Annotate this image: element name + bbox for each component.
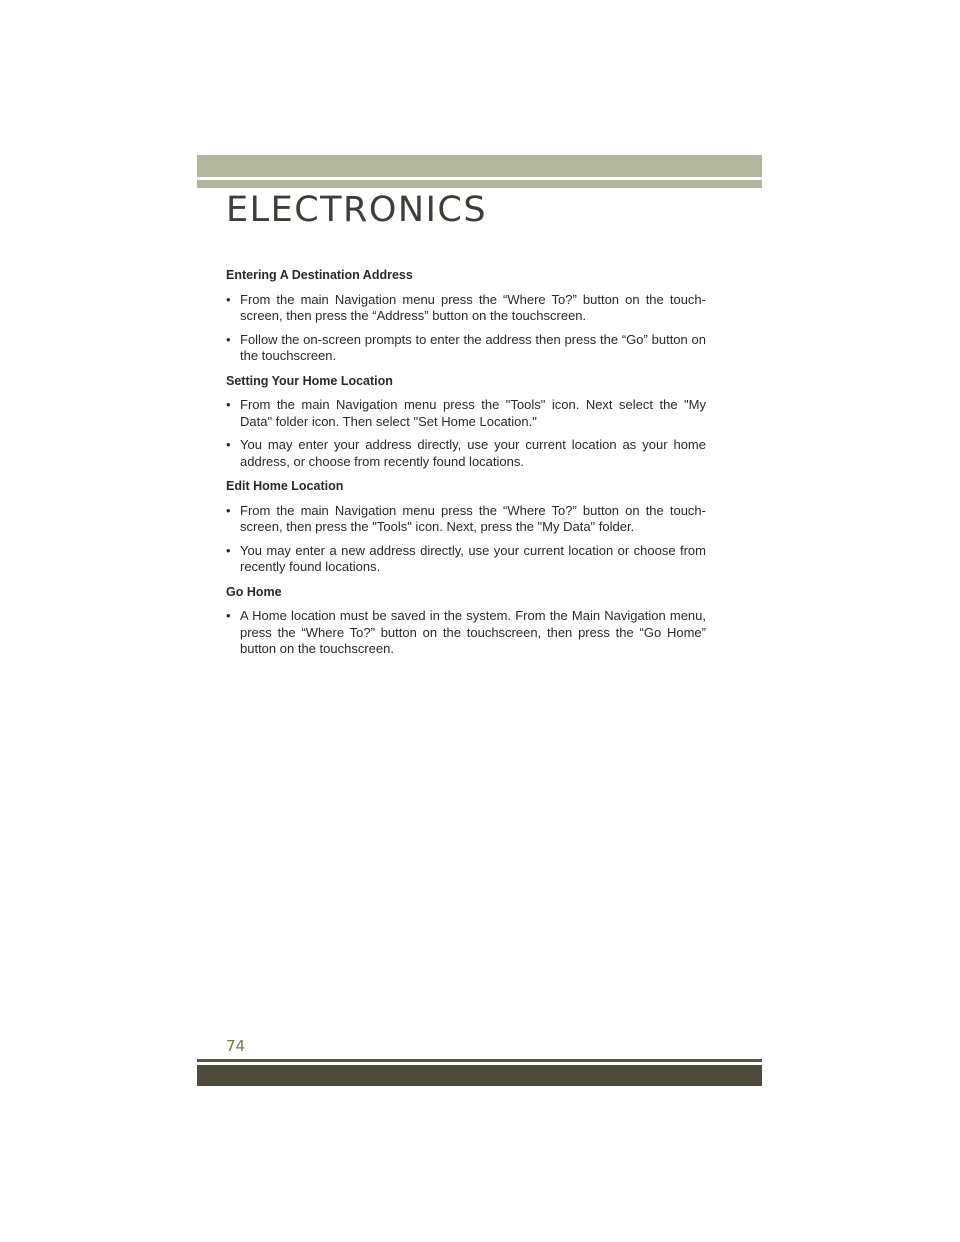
list-item	[226, 608, 706, 658]
section-title: ELECTRONICS	[226, 190, 488, 230]
bullet-icon: •	[226, 291, 231, 307]
page-content	[226, 267, 706, 665]
heading-go-home: Go Home	[226, 584, 282, 599]
bullet-icon: •	[226, 608, 231, 623]
list-item-text: You may enter a new address directly, use your current location or choose from recently found locations.	[240, 542, 706, 574]
bullet-icon: •	[226, 437, 231, 452]
list-item-text: From the main Navigation menu press the “Where To?” button on the touch-screen, then press the "Tools" icon. Next, press the "My Data" folder.	[240, 502, 706, 534]
heading-edit-home-location: Edit Home Location	[226, 479, 344, 493]
bullet-icon: •	[226, 502, 231, 518]
list-item	[226, 292, 706, 325]
list-item	[226, 543, 706, 576]
list-item-text: You may enter your address directly, use your current location as your home address, or choose from recently found locations.	[240, 437, 706, 469]
heading-setting-home-location: Setting Your Home Location	[226, 373, 393, 388]
list-item	[226, 437, 706, 470]
list-item-text: Follow the on-screen prompts to enter the address then press the “Go” button on the touchscreen.	[240, 331, 706, 363]
bullet-icon: •	[226, 331, 231, 347]
footer-rule	[197, 1059, 762, 1062]
heading-entering-destination-address: Entering A Destination Address	[226, 268, 413, 282]
footer-band	[197, 1065, 762, 1086]
bullet-icon: •	[226, 542, 231, 558]
list-item	[226, 397, 706, 430]
list-item-text: A Home location must be saved in the system. From the Main Navigation menu, press the “Where To?” button on the touchscreen, then press the “Go Home” button on the touchscreen.	[240, 608, 706, 656]
header-rule	[197, 180, 762, 188]
list-item-text: From the main Navigation menu press the "Tools" icon. Next select the "My Data" folder icon. Then select "Set Home Location."	[240, 397, 706, 429]
header-band	[197, 155, 762, 177]
bullet-icon: •	[226, 397, 231, 412]
page-number: 74	[226, 1037, 246, 1055]
list-item	[226, 503, 706, 536]
list-item-text: From the main Navigation menu press the “Where To?” button on the touch-screen, then press the “Address” button on the touchscreen.	[240, 291, 706, 323]
list-item	[226, 332, 706, 365]
